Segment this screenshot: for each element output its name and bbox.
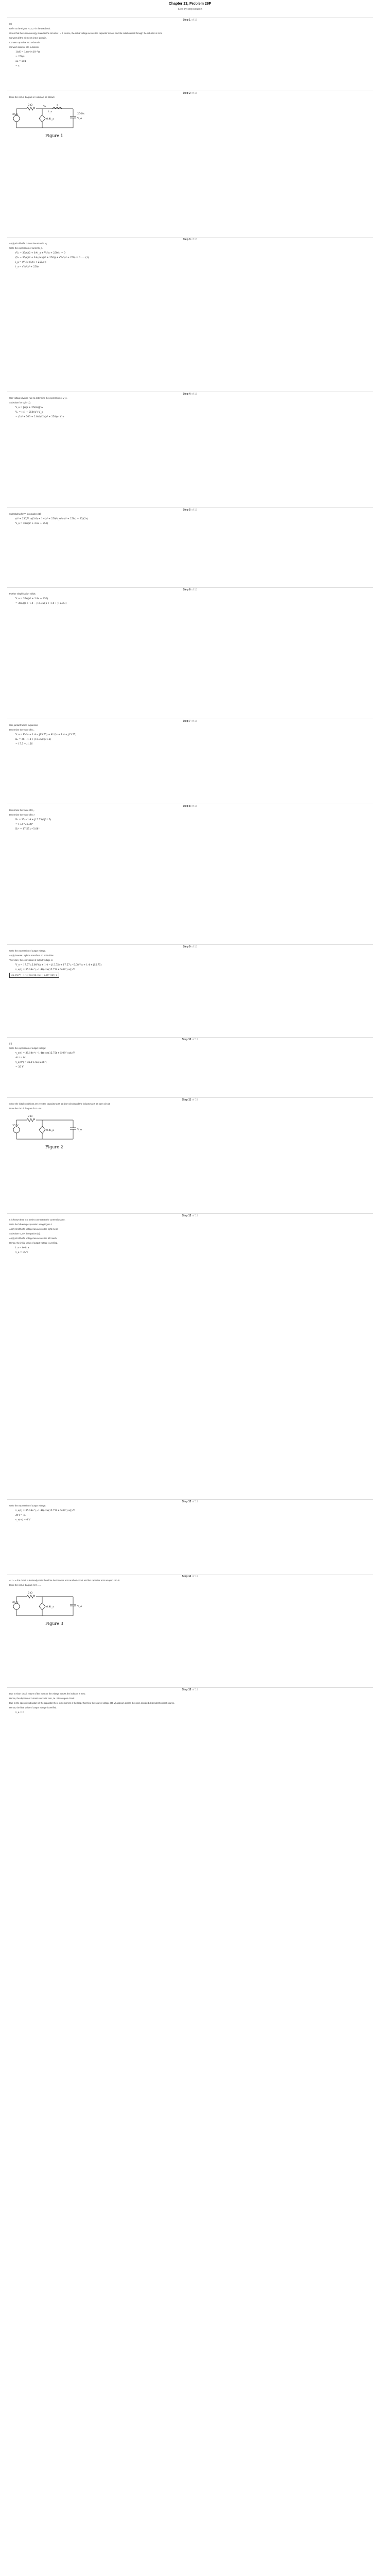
resistor-label: 2 Ω xyxy=(28,104,32,107)
step-body xyxy=(7,242,373,269)
step-label: Step 4 xyxy=(182,393,191,396)
step-text: Given that there is no energy stored in the circuit at t = 0. Hence, the initial voltage across the capacitor is zero and the initial current through the inductor is zero. xyxy=(9,32,163,35)
circuit-diagram xyxy=(11,101,89,133)
inductor-label: s xyxy=(57,104,58,107)
step-text: (b) xyxy=(9,1042,12,1045)
step-text: Draw the circuit diagram in s-domain as follows: xyxy=(9,96,55,98)
step-text: Convert all the elements into s-domain. xyxy=(9,37,47,39)
equation: = 17.5 + j1.56 xyxy=(15,743,33,745)
step-text: Hence, the dependent current source is zero, i.e. it is an open circuit. xyxy=(9,1697,75,1700)
step-count: of 15 xyxy=(192,1098,198,1101)
step-label: Step 12 xyxy=(182,1214,192,1217)
step-count: of 15 xyxy=(191,805,198,808)
answer-box: 35.14e^(−1.4t) cos(15.75t + 5.08°) u(t) V xyxy=(9,973,59,978)
step-body xyxy=(7,397,373,419)
equation: = (2s² + 500 + 2.8s²)/(2s(s² + 250)) · V_o xyxy=(15,416,64,418)
equation: 1/sC = 1/(s(4×10⁻³)) xyxy=(15,51,40,54)
capacitor-label: 250/s xyxy=(77,112,84,115)
equation: v_o = 35 V xyxy=(15,1251,28,1254)
step-text: Apply Kirchhoff's voltage law across the right mesh: xyxy=(9,1228,59,1230)
step-text: Use voltage division rule to determine the expression of V_o. xyxy=(9,397,67,399)
step-label: Step 1 xyxy=(182,19,191,22)
step-text: Write the expression of output voltage: xyxy=(9,1047,46,1049)
step-header xyxy=(7,392,373,397)
resistor-2ohm xyxy=(27,1118,35,1122)
step-count: of 15 xyxy=(191,393,198,396)
dependent-current-source xyxy=(39,1603,45,1610)
step-text: Determine the value of K₁*. xyxy=(9,814,36,816)
current-label: i_a xyxy=(48,110,53,113)
resistor-2ohm xyxy=(27,1595,35,1598)
step-label: Step 5 xyxy=(182,509,191,512)
figure xyxy=(9,1112,371,1149)
output-voltage-label: V_o xyxy=(77,1605,82,1608)
final-answer xyxy=(9,973,371,978)
equation: (s² + 250)V_o/(2s²) + 1.4(s² + 250)V_o/(s(s² + 250)) = 35/(2s) xyxy=(15,518,88,520)
step-section xyxy=(7,1037,373,1070)
step-label: Step 3 xyxy=(182,238,191,241)
step-text: Determine the value of K₁. xyxy=(9,728,34,731)
step-text: Apply Kirchhoff's voltage law across the left mesh: xyxy=(9,1237,57,1240)
step-text: Convert capacitor into s-domain xyxy=(9,41,40,44)
equation: = 250/s xyxy=(15,56,25,58)
step-body xyxy=(7,1504,373,1522)
step-header xyxy=(7,804,373,809)
step-section xyxy=(7,91,373,138)
resistor-label: 2 Ω xyxy=(28,1115,32,1118)
equation: = 17.57∠5.08° xyxy=(15,823,33,826)
step-body xyxy=(7,23,373,68)
step-text: Refer to the Figure P13.27 in the text book. xyxy=(9,27,51,30)
source-label: 35/s xyxy=(12,113,18,116)
voltage-source xyxy=(13,1127,20,1133)
figure xyxy=(9,101,371,138)
step-section xyxy=(7,507,373,527)
step-text: Therefore, the expression of output voltage is xyxy=(9,959,53,961)
step-section xyxy=(7,944,373,979)
page-title: Chapter 13, Problem 29P xyxy=(168,2,212,6)
circuit-diagram xyxy=(11,1112,89,1144)
equation: v_o(∞) = 0 V xyxy=(15,1519,30,1521)
dependent-source-label: 0.4i_a xyxy=(46,1605,55,1608)
capacitor xyxy=(70,1597,76,1616)
step-text: Substitute V_o/R in equation (2). xyxy=(9,1232,41,1235)
equation: i_a = sV₁/(s² + 250) xyxy=(15,266,39,268)
figure xyxy=(9,1589,371,1625)
step-section xyxy=(7,587,373,606)
step-text: Convert inductor into s-domain xyxy=(9,46,39,48)
figure-caption: Figure 3 xyxy=(45,1621,63,1626)
equation: = 35 V xyxy=(15,1066,24,1069)
equation: K₁ = 35(−1.4 + j15.75)/(j31.5) xyxy=(15,738,51,741)
step-label: Step 8 xyxy=(182,805,191,808)
equation: v_o(t) = 35.14e^(−1.4t) cos(15.75t + 5.08°) u(t) V xyxy=(15,1510,75,1512)
step-count: of 15 xyxy=(191,945,198,948)
step-text: Hence, the final value of output voltage is verified. xyxy=(9,1706,57,1709)
step-text: Draw the circuit diagram for t = ∞. xyxy=(9,1584,42,1586)
equation: K₁* = 17.57∠−5.08° xyxy=(15,828,40,831)
step-header xyxy=(7,238,373,242)
step-section xyxy=(7,237,373,270)
step-header xyxy=(7,719,373,724)
capacitor xyxy=(70,1120,76,1139)
step-body xyxy=(7,950,373,978)
equation: = 35s/((s + 1.4 − j15.75)(s + 1.4 + j15.75)) xyxy=(15,602,67,605)
equation: sL = s×1 xyxy=(15,60,26,63)
step-text: Use partial fraction expansion: xyxy=(9,724,39,726)
equation: V₁ = ((s² + 250)/s²)·V_o xyxy=(15,411,43,414)
step-count: of 15 xyxy=(192,1688,198,1691)
step-text: It is known that, in a series connection the current is same. xyxy=(9,1218,65,1221)
step-section xyxy=(7,1499,373,1523)
dependent-source-label: 0.4i_a xyxy=(46,1129,55,1132)
step-text: At t = ∞ the circuit is in steady state therefore the inductor acts as short circuit and the capacitor acts as open circuit. xyxy=(9,1579,120,1582)
equation: At t = 0⁺, xyxy=(15,1057,27,1059)
figure-caption: Figure 2 xyxy=(45,1145,63,1149)
step-label: Step 11 xyxy=(182,1098,192,1101)
step-label: Step 6 xyxy=(182,588,191,591)
output-voltage-label: V_o xyxy=(77,1128,82,1131)
step-count: of 15 xyxy=(192,1214,198,1217)
step-body xyxy=(7,96,373,138)
step-text: Draw the circuit diagram for t = 0⁺. xyxy=(9,1107,42,1110)
step-header xyxy=(7,1574,373,1579)
step-header xyxy=(7,1688,373,1692)
step-text: Write the expression of output voltage. xyxy=(9,950,46,952)
step-section xyxy=(7,1574,373,1625)
equation: v_o(t) = 35.14e^(−1.4t) cos(15.75t + 5.08°) u(t) V xyxy=(15,969,75,971)
step-count: of 15 xyxy=(191,720,198,723)
dependent-current-source xyxy=(39,1126,45,1133)
equation: V_o = [s/(s + 250/s)]·V₁ xyxy=(15,406,43,409)
node-label: V₁ xyxy=(43,105,46,108)
step-text: Due to short circuit nature of the inductor the voltage across the inductor is zero. xyxy=(9,1692,86,1695)
step-section xyxy=(7,804,373,832)
step-label: Step 9 xyxy=(182,945,191,948)
source-label: 35 V xyxy=(12,1601,19,1604)
step-text: Due to the open circuit nature of the capacitor there is no current in the loop, therefore the source voltage (35 V) appears across the open circuited dependent current source. xyxy=(9,1702,175,1704)
step-count: of 15 xyxy=(192,1500,198,1503)
step-section xyxy=(7,1213,373,1256)
equation: (V₁ − 35/s)/2 + 0.4(sV₁/(s² + 250)) + sV₁/(s² + 250) = 0 ......(1) xyxy=(15,257,89,259)
step-count: of 15 xyxy=(192,1038,198,1041)
step-text: Further simplification yields: xyxy=(9,592,36,595)
step-count: of 15 xyxy=(191,238,198,241)
step-text: Apply Kirchhoff's current law at node V₁: xyxy=(9,242,48,245)
resistor-2ohm xyxy=(27,107,35,110)
step-body xyxy=(7,1103,373,1149)
step-header xyxy=(7,1038,373,1042)
step-label: Step 14 xyxy=(182,1575,192,1578)
step-header xyxy=(7,1098,373,1103)
step-text: (a) xyxy=(9,23,12,25)
step-count: of 15 xyxy=(191,19,198,22)
step-count: of 15 xyxy=(191,588,198,591)
step-text: Substitute for V₁ in (1): xyxy=(9,401,31,404)
step-body xyxy=(7,513,373,526)
step-count: of 15 xyxy=(192,1575,198,1578)
step-header xyxy=(7,1500,373,1504)
step-header xyxy=(7,91,373,96)
step-section xyxy=(7,1097,373,1149)
voltage-source xyxy=(13,115,20,122)
step-body xyxy=(7,1218,373,1255)
step-body xyxy=(7,809,373,831)
step-header xyxy=(7,1214,373,1218)
equation: i_a = (V₁/s)·(1/(s + 250/s)) xyxy=(15,261,46,264)
step-section xyxy=(7,719,373,747)
step-body xyxy=(7,724,373,746)
step-count: of 15 xyxy=(191,509,198,512)
step-count: of 15 xyxy=(191,92,198,95)
step-text: Write the following expression using Figure 2. xyxy=(9,1223,53,1226)
output-voltage-label: V_o xyxy=(77,117,82,120)
step-header xyxy=(7,508,373,513)
equation: V_o = K₁/(s + 1.4 − j15.75) + K₁*/(s + 1.4 + j15.75) xyxy=(15,734,77,736)
equation: K₁ = 35(−1.4 + j15.75)/(j31.5) xyxy=(15,819,51,821)
equation: V_o = 17.57∠5.08°/(s + 1.4 − j15.75) + 17.57∠−5.08°/(s + 1.4 + j15.75) xyxy=(15,964,102,967)
dependent-current-source xyxy=(39,115,45,122)
step-label: Step 10 xyxy=(182,1038,192,1041)
page-header xyxy=(0,0,380,16)
step-header xyxy=(7,588,373,592)
equation: At t = ∞, xyxy=(15,1514,26,1517)
step-text: Determine the value of K₁. xyxy=(9,809,34,811)
voltage-source xyxy=(13,1603,20,1609)
step-body xyxy=(7,592,373,605)
step-section xyxy=(7,392,373,420)
equation: (V₁ − 35/s)/2 + 0.4i_a + V₁/(s + 250/s) = 0 xyxy=(15,252,65,255)
dependent-source-label: 0.4i_a xyxy=(46,117,55,121)
equation: V_o = 35s/(s² + 2.8s + 250) xyxy=(15,522,48,525)
step-text: Since the initial conditions are zero the capacitor acts as short circuit and the inductor acts as open circuit. xyxy=(9,1103,111,1105)
step-section xyxy=(7,1687,373,1716)
step-label: Step 13 xyxy=(182,1500,192,1503)
page-subtitle: Step-by-step solution xyxy=(178,8,202,11)
figure-caption: Figure 1 xyxy=(45,133,63,138)
step-body xyxy=(7,1579,373,1625)
resistor-label: 2 Ω xyxy=(28,1591,32,1595)
step-section xyxy=(7,18,373,69)
equation: v_o = 0 xyxy=(15,1711,24,1714)
equation: v_o(0⁺) = 35.14 cos(5.08°) xyxy=(15,1061,47,1064)
source-label: 35 V xyxy=(12,1124,19,1127)
inductor xyxy=(53,108,62,109)
capacitor xyxy=(70,109,76,128)
step-label: Step 15 xyxy=(182,1688,192,1691)
step-label: Step 7 xyxy=(182,720,191,723)
equation: V_o = 35s/(s² + 2.8s + 250) xyxy=(15,598,48,600)
step-text: Apply inverse Laplace transform on both sides. xyxy=(9,954,55,957)
step-text: Write the expression of output voltage: xyxy=(9,1504,46,1507)
circuit-diagram xyxy=(11,1589,89,1621)
equation: = s xyxy=(15,65,20,67)
step-text: Substituting for V₁ in equation (1): xyxy=(9,513,42,515)
step-label: Step 2 xyxy=(182,92,191,95)
step-header xyxy=(7,18,373,23)
step-body xyxy=(7,1692,373,1715)
equation: i_a = 0.4i_a xyxy=(15,1247,29,1249)
step-header xyxy=(7,945,373,950)
step-text: Hence, the initial value of output voltage is verified. xyxy=(9,1242,58,1244)
step-text: Write the expression of current i_a. xyxy=(9,247,43,249)
equation: v_o(t) = 35.14e^(−1.4t) cos(15.75t + 5.08°) u(t) V xyxy=(15,1052,75,1055)
step-body xyxy=(7,1042,373,1069)
